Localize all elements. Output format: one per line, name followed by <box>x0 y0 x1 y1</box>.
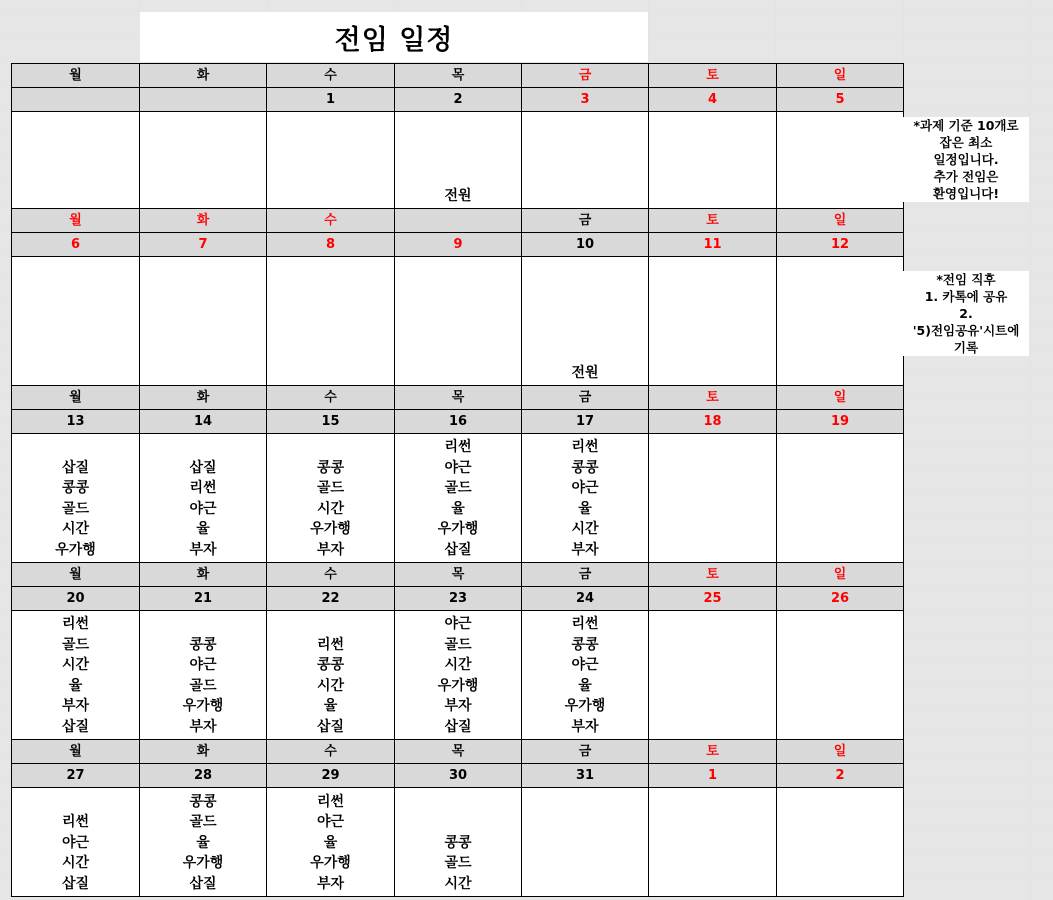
day-events-cell[interactable] <box>649 257 777 386</box>
date-cell[interactable]: 19 <box>777 410 904 434</box>
weekday-cell[interactable]: 목 <box>395 386 522 410</box>
event-item: 골드 <box>189 677 217 694</box>
event-item: 율 <box>578 677 592 694</box>
event-item: 부자 <box>316 875 345 892</box>
day-events-cell[interactable] <box>267 788 395 897</box>
title-cell[interactable] <box>140 12 648 62</box>
day-events-cell[interactable] <box>12 112 140 209</box>
event-item: 리썬 <box>571 616 599 632</box>
weekday-cell[interactable]: 일 <box>777 563 904 587</box>
date-cell[interactable]: 21 <box>140 587 267 611</box>
date-cell[interactable]: 3 <box>522 88 649 112</box>
event-item: 부자 <box>316 541 345 558</box>
weekday-cell[interactable]: 토 <box>649 386 777 410</box>
event-item: 삽질 <box>444 541 472 558</box>
event-item: 부자 <box>571 541 599 558</box>
events-row <box>12 257 904 386</box>
weekday-row <box>12 386 904 410</box>
day-events-cell[interactable] <box>140 257 267 386</box>
event-item: 부자 <box>189 541 217 558</box>
weekday-cell[interactable]: 일 <box>777 386 904 410</box>
day-events-cell[interactable] <box>522 611 649 740</box>
date-cell[interactable]: 30 <box>395 764 522 788</box>
day-events-cell[interactable] <box>522 434 649 563</box>
day-events-cell[interactable] <box>777 257 904 386</box>
events-row <box>12 611 904 740</box>
event-item: 골드 <box>444 855 472 871</box>
weekday-row <box>12 64 904 88</box>
day-events-cell[interactable] <box>12 257 140 386</box>
weekday-cell[interactable]: 목 <box>395 563 522 587</box>
note-minimum-schedule[interactable] <box>903 117 1029 202</box>
note-line: 2. <box>959 306 973 321</box>
event-item: 리썬 <box>316 793 345 810</box>
event-item: 골드 <box>189 814 217 830</box>
event-item: 시간 <box>61 521 90 537</box>
event-item: 율 <box>323 698 338 714</box>
day-events-cell[interactable] <box>395 611 522 740</box>
event-item: 콩콩 <box>316 459 345 476</box>
weekday-row <box>12 209 904 233</box>
weekday-cell[interactable]: 목 <box>395 64 522 88</box>
weekday-cell[interactable]: 일 <box>777 740 904 764</box>
event-item: 우가행 <box>310 855 351 871</box>
day-events-cell[interactable] <box>140 112 267 209</box>
event-item: 우가행 <box>564 698 606 714</box>
event-item: 골드 <box>444 480 472 496</box>
weekday-cell[interactable]: 화 <box>140 740 267 764</box>
event-item: 콩콩 <box>61 480 90 496</box>
event-item: 시간 <box>316 500 345 517</box>
note-line: 기록 <box>953 340 979 355</box>
event-item: 콩콩 <box>189 636 217 653</box>
weekday-cell[interactable]: 금 <box>522 740 649 764</box>
weekday-cell[interactable]: 화 <box>140 386 267 410</box>
date-cell[interactable]: 25 <box>649 587 777 611</box>
weekday-cell[interactable]: 수 <box>267 386 395 410</box>
date-cell[interactable]: 22 <box>267 587 395 611</box>
weekday-cell[interactable] <box>395 209 522 233</box>
date-cell[interactable]: 7 <box>140 233 267 257</box>
event-item: 리썬 <box>444 439 472 455</box>
date-cell[interactable]: 8 <box>267 233 395 257</box>
event-item: 리썬 <box>316 636 345 653</box>
weekday-cell[interactable]: 목 <box>395 740 522 764</box>
event-item: 부자 <box>444 698 472 714</box>
event-item: 삽질 <box>61 718 90 735</box>
weekday-cell[interactable]: 토 <box>649 209 777 233</box>
weekday-cell[interactable]: 토 <box>649 563 777 587</box>
date-cell[interactable]: 5 <box>777 88 904 112</box>
event-item: 우가행 <box>437 521 479 537</box>
note-line: 1. 카톡에 공유 <box>924 289 1008 304</box>
date-cell[interactable]: 29 <box>267 764 395 788</box>
event-item: 부자 <box>61 698 90 714</box>
event-item: 우가행 <box>437 677 479 694</box>
day-events-cell[interactable] <box>267 611 395 740</box>
date-cell[interactable]: 13 <box>12 410 140 434</box>
day-events-cell[interactable] <box>777 611 904 740</box>
event-item: 부자 <box>189 718 217 735</box>
note-line: 일정입니다. <box>933 152 999 167</box>
day-events-cell[interactable] <box>140 611 267 740</box>
event-item: 콩콩 <box>189 793 217 810</box>
event-item: 리썬 <box>61 616 90 632</box>
day-events-cell[interactable] <box>649 434 777 563</box>
day-events-cell[interactable] <box>140 788 267 897</box>
events-row <box>12 788 904 897</box>
date-cell[interactable]: 6 <box>12 233 140 257</box>
event-item: 리썬 <box>571 439 599 455</box>
day-events-cell[interactable] <box>267 112 395 209</box>
calendar-table <box>11 63 904 897</box>
page-title: 전임 일정 <box>334 24 454 56</box>
weekday-cell[interactable]: 월 <box>12 386 140 410</box>
date-cell[interactable]: 26 <box>777 587 904 611</box>
event-item: 율 <box>196 834 210 851</box>
day-events-cell[interactable] <box>777 434 904 563</box>
date-cell[interactable]: 4 <box>649 88 777 112</box>
weekday-cell[interactable]: 토 <box>649 64 777 88</box>
event-item: 리썬 <box>189 480 217 496</box>
note-line: 잡은 최소 <box>939 135 993 150</box>
weekday-cell[interactable]: 수 <box>267 740 395 764</box>
event-item: 삽질 <box>189 459 217 476</box>
event-item: 시간 <box>571 521 599 537</box>
event-item: 콩콩 <box>571 636 599 653</box>
weekday-cell[interactable]: 수 <box>267 64 395 88</box>
date-row <box>12 587 904 611</box>
event-item: 삽질 <box>61 459 90 476</box>
date-row <box>12 410 904 434</box>
weekday-cell[interactable]: 토 <box>649 740 777 764</box>
event-item: 율 <box>451 500 465 517</box>
date-cell[interactable]: 27 <box>12 764 140 788</box>
day-events-cell[interactable] <box>522 257 649 386</box>
event-item: 야근 <box>316 814 345 830</box>
day-events-cell[interactable] <box>522 788 649 897</box>
date-cell[interactable]: 2 <box>777 764 904 788</box>
date-cell[interactable]: 17 <box>522 410 649 434</box>
event-item: 야근 <box>61 834 90 851</box>
weekday-cell[interactable]: 금 <box>522 209 649 233</box>
events-row <box>12 434 904 563</box>
day-events-cell[interactable] <box>12 434 140 563</box>
event-item: 콩콩 <box>571 459 599 476</box>
day-events-cell[interactable] <box>395 788 522 897</box>
event-item: 율 <box>68 677 83 694</box>
event-item: 전원 <box>571 364 599 381</box>
event-item: 삽질 <box>316 718 345 735</box>
day-events-cell[interactable] <box>12 611 140 740</box>
weekday-cell[interactable]: 월 <box>12 740 140 764</box>
day-events-cell[interactable] <box>649 788 777 897</box>
date-cell[interactable]: 11 <box>649 233 777 257</box>
weekday-cell[interactable]: 금 <box>522 386 649 410</box>
day-events-cell[interactable] <box>395 434 522 563</box>
date-row <box>12 88 904 112</box>
day-events-cell[interactable] <box>395 112 522 209</box>
event-item: 야근 <box>571 480 599 496</box>
weekday-cell[interactable]: 일 <box>777 64 904 88</box>
weekday-row <box>12 740 904 764</box>
weekday-cell[interactable]: 금 <box>522 563 649 587</box>
date-cell[interactable]: 28 <box>140 764 267 788</box>
event-item: 삽질 <box>444 718 472 735</box>
date-cell[interactable]: 24 <box>522 587 649 611</box>
day-events-cell[interactable] <box>777 788 904 897</box>
day-events-cell[interactable] <box>12 788 140 897</box>
weekday-cell[interactable]: 월 <box>12 563 140 587</box>
weekday-cell[interactable]: 화 <box>140 563 267 587</box>
event-item: 우가행 <box>182 855 224 871</box>
day-events-cell[interactable] <box>522 112 649 209</box>
note-line: *전임 직후 <box>936 272 996 287</box>
date-cell[interactable]: 1 <box>649 764 777 788</box>
event-item: 야근 <box>189 500 217 517</box>
day-events-cell[interactable] <box>140 434 267 563</box>
day-events-cell[interactable] <box>395 257 522 386</box>
day-events-cell[interactable] <box>777 112 904 209</box>
note-line: 추가 전임은 <box>933 169 999 184</box>
event-item: 콩콩 <box>316 657 345 673</box>
event-item: 야근 <box>444 459 472 476</box>
event-item: 우가행 <box>310 521 351 537</box>
event-item: 골드 <box>444 636 472 653</box>
date-row <box>12 233 904 257</box>
event-item: 율 <box>196 521 210 537</box>
event-item: 야근 <box>189 657 217 673</box>
note-line: '5)전임공유'시트에 <box>912 323 1020 338</box>
date-cell[interactable]: 14 <box>140 410 267 434</box>
weekday-cell[interactable]: 일 <box>777 209 904 233</box>
note-line: 환영입니다! <box>932 186 1000 201</box>
event-item: 골드 <box>61 636 90 653</box>
event-item: 부자 <box>571 718 599 735</box>
event-item: 시간 <box>61 657 90 673</box>
event-item: 시간 <box>61 855 90 871</box>
date-row <box>12 764 904 788</box>
date-cell[interactable] <box>12 88 140 112</box>
day-events-cell[interactable] <box>649 611 777 740</box>
date-cell[interactable] <box>140 88 267 112</box>
weekday-cell[interactable]: 월 <box>12 64 140 88</box>
weekday-cell[interactable]: 화 <box>140 209 267 233</box>
event-item: 야근 <box>444 616 472 632</box>
event-item: 율 <box>323 834 338 851</box>
date-cell[interactable]: 18 <box>649 410 777 434</box>
note-line: *과제 기준 10개로 <box>913 118 1019 133</box>
event-item: 콩콩 <box>444 834 472 851</box>
weekday-cell[interactable]: 화 <box>140 64 267 88</box>
weekday-cell[interactable]: 수 <box>267 209 395 233</box>
note-after-duty[interactable] <box>903 271 1029 356</box>
date-cell[interactable]: 2 <box>395 88 522 112</box>
weekday-cell[interactable]: 월 <box>12 209 140 233</box>
date-cell[interactable]: 12 <box>777 233 904 257</box>
event-item: 골드 <box>61 500 90 517</box>
date-cell[interactable]: 23 <box>395 587 522 611</box>
event-item: 삽질 <box>61 875 90 892</box>
events-row <box>12 112 904 209</box>
day-events-cell[interactable] <box>267 257 395 386</box>
date-cell[interactable]: 20 <box>12 587 140 611</box>
date-cell[interactable]: 9 <box>395 233 522 257</box>
date-cell[interactable]: 1 <box>267 88 395 112</box>
event-item: 시간 <box>316 677 345 694</box>
event-item: 리썬 <box>61 814 90 830</box>
event-item: 삽질 <box>189 875 217 892</box>
weekday-row <box>12 563 904 587</box>
date-cell[interactable]: 10 <box>522 233 649 257</box>
day-events-cell[interactable] <box>649 112 777 209</box>
event-item: 전원 <box>444 187 472 204</box>
event-item: 시간 <box>444 657 472 673</box>
event-item: 시간 <box>444 875 472 892</box>
event-item: 골드 <box>316 480 345 496</box>
date-cell[interactable]: 15 <box>267 410 395 434</box>
event-item: 우가행 <box>182 698 224 714</box>
event-item: 율 <box>578 500 592 517</box>
weekday-cell[interactable]: 수 <box>267 563 395 587</box>
date-cell[interactable]: 31 <box>522 764 649 788</box>
event-item: 야근 <box>571 657 599 673</box>
date-cell[interactable]: 16 <box>395 410 522 434</box>
event-item: 우가행 <box>55 541 96 558</box>
weekday-cell[interactable]: 금 <box>522 64 649 88</box>
day-events-cell[interactable] <box>267 434 395 563</box>
